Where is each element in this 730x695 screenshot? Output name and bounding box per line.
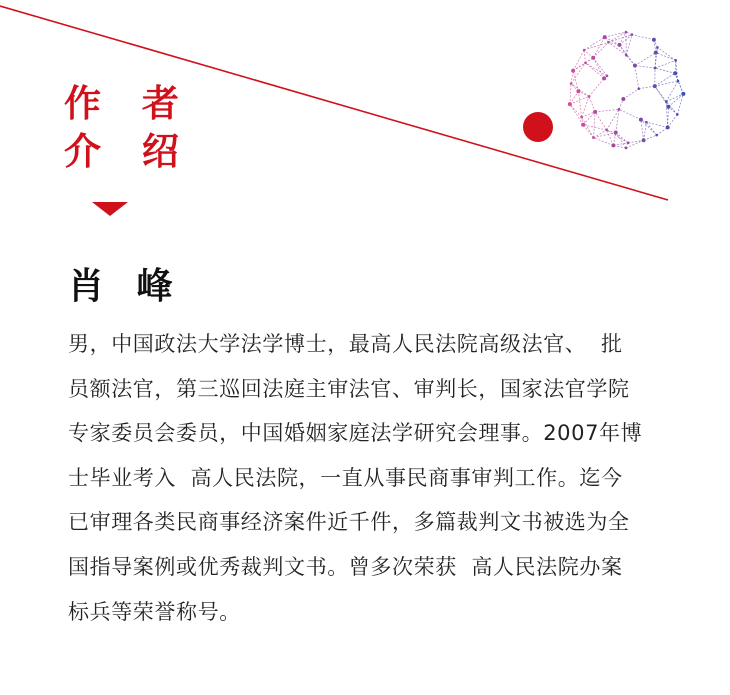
sphere-node bbox=[653, 84, 657, 88]
sphere-edge bbox=[628, 140, 644, 143]
heading-line-1: 作 者 bbox=[64, 82, 193, 125]
sphere-edge bbox=[571, 63, 585, 84]
sphere-node bbox=[602, 76, 606, 80]
sphere-edge bbox=[585, 63, 604, 78]
sphere-edge bbox=[641, 120, 644, 141]
sphere-node bbox=[581, 123, 585, 127]
sphere-node bbox=[627, 142, 630, 145]
sphere-edge bbox=[668, 107, 669, 128]
sphere-edge bbox=[646, 122, 656, 135]
sphere-edge bbox=[641, 120, 657, 135]
sphere-node bbox=[580, 116, 583, 119]
sphere-edge bbox=[573, 50, 584, 71]
sphere-edge bbox=[657, 127, 668, 135]
sphere-node bbox=[652, 38, 656, 42]
sphere-node bbox=[603, 35, 607, 39]
sphere-edge bbox=[613, 143, 628, 146]
sphere-edge bbox=[593, 58, 604, 79]
sphere-edge bbox=[619, 32, 626, 45]
sphere-node bbox=[621, 97, 625, 101]
section-heading bbox=[64, 80, 193, 176]
sphere-edge bbox=[655, 73, 675, 86]
network-sphere-icon bbox=[568, 31, 686, 150]
sphere-edge bbox=[573, 58, 593, 71]
author-name: 肖 峰 bbox=[68, 266, 183, 307]
sphere-node bbox=[593, 110, 597, 114]
sphere-edge bbox=[585, 63, 607, 76]
sphere-edge bbox=[593, 133, 615, 138]
red-dot-icon bbox=[523, 112, 553, 142]
sphere-edge bbox=[655, 47, 657, 68]
bio-line: 士毕业考入 高人民法院，一直从事民商事审判工作。迄今 bbox=[68, 465, 623, 490]
sphere-edge bbox=[595, 112, 607, 130]
sphere-node bbox=[631, 33, 634, 36]
sphere-edge bbox=[656, 53, 676, 61]
sphere-node bbox=[606, 75, 609, 78]
sphere-node bbox=[583, 49, 586, 52]
sphere-edge bbox=[578, 91, 581, 117]
sphere-node bbox=[655, 134, 658, 137]
heading-line-2: 介 绍 bbox=[64, 130, 193, 173]
sphere-edge bbox=[626, 35, 632, 56]
sphere-node bbox=[617, 43, 621, 47]
sphere-node bbox=[611, 143, 615, 147]
sphere-node bbox=[681, 92, 685, 96]
sphere-edge bbox=[582, 96, 589, 117]
sphere-node bbox=[607, 41, 610, 44]
bio-line: 男，中国政法大学法学博士，最高人民法院高级法官、 批 bbox=[68, 332, 623, 356]
sphere-node bbox=[677, 80, 680, 83]
sphere-edge bbox=[676, 60, 678, 81]
sphere-edge bbox=[571, 84, 589, 97]
sphere-node bbox=[676, 113, 679, 116]
bio-line: 专家委员会委员，中国婚姻家庭法学研究会理事。2007年博 bbox=[68, 421, 643, 446]
sphere-node bbox=[656, 46, 659, 49]
sphere-edge bbox=[626, 140, 644, 148]
sphere-node bbox=[666, 125, 670, 129]
sphere-node bbox=[571, 69, 575, 73]
sphere-edge bbox=[666, 81, 678, 102]
sphere-node bbox=[625, 147, 628, 150]
sphere-node bbox=[665, 100, 668, 103]
sphere-node bbox=[568, 102, 572, 106]
sphere-edge bbox=[584, 37, 605, 50]
sphere-node bbox=[576, 89, 580, 93]
sphere-edge bbox=[570, 84, 571, 105]
sphere-node bbox=[592, 136, 595, 139]
sphere-edge bbox=[632, 35, 654, 40]
sphere-edge bbox=[589, 78, 604, 96]
sphere-edge bbox=[593, 58, 607, 76]
sphere-edge bbox=[668, 114, 678, 127]
sphere-edge bbox=[639, 86, 655, 89]
sphere-edge bbox=[616, 109, 619, 132]
sphere-node bbox=[618, 108, 621, 111]
sphere-edge bbox=[593, 130, 606, 138]
sphere-node bbox=[645, 121, 648, 124]
sphere-node bbox=[637, 87, 640, 90]
sphere-edge bbox=[608, 42, 626, 55]
sphere-edge bbox=[589, 96, 595, 111]
sphere-edge bbox=[584, 42, 608, 50]
sphere-node bbox=[570, 82, 573, 85]
sphere-edge bbox=[626, 55, 635, 65]
sphere-edge bbox=[619, 109, 641, 119]
sphere-edge bbox=[593, 112, 595, 138]
down-triangle-icon bbox=[92, 202, 128, 216]
sphere-edge bbox=[623, 89, 638, 99]
sphere-node bbox=[654, 67, 657, 70]
sphere-edge bbox=[644, 135, 657, 140]
bio-line: 已审理各类民商事经济案件近千件，多篇裁判文书被选为全 bbox=[68, 510, 630, 535]
sphere-node bbox=[674, 59, 677, 62]
sphere-edge bbox=[605, 32, 626, 37]
sphere-edge bbox=[677, 94, 683, 115]
sphere-edge bbox=[607, 130, 614, 145]
sphere-node bbox=[625, 54, 628, 57]
sphere-node bbox=[673, 71, 677, 75]
sphere-edge bbox=[635, 66, 639, 89]
sphere-node bbox=[614, 131, 618, 135]
sphere-edge bbox=[655, 60, 676, 68]
sphere-edge bbox=[595, 109, 619, 112]
sphere-edge bbox=[570, 104, 583, 125]
sphere-node bbox=[642, 138, 646, 142]
bio-line: 标兵等荣誉称号。 bbox=[68, 599, 241, 624]
sphere-edge bbox=[635, 66, 655, 69]
sphere-node bbox=[588, 95, 591, 98]
sphere-node bbox=[666, 105, 670, 109]
author-bio bbox=[68, 322, 668, 634]
sphere-edge bbox=[582, 117, 594, 138]
bio-line: 员额法官，第三巡回法庭主审法官、审判长，国家法官学院 bbox=[68, 376, 630, 401]
sphere-node bbox=[591, 56, 595, 60]
sphere-node bbox=[625, 31, 628, 34]
sphere-edge bbox=[584, 50, 585, 63]
sphere-node bbox=[584, 62, 587, 65]
bio-line: 国指导案例或优秀裁判文书。曾多次荣获 高人民法院办案 bbox=[68, 554, 623, 579]
sphere-edge bbox=[657, 47, 675, 60]
sphere-node bbox=[605, 129, 608, 132]
sphere-edge bbox=[607, 109, 619, 130]
sphere-node bbox=[639, 118, 643, 122]
sphere-edge bbox=[635, 53, 656, 66]
sphere-edge bbox=[655, 68, 675, 73]
sphere-edge bbox=[570, 104, 582, 117]
sphere-node bbox=[654, 51, 658, 55]
sphere-node bbox=[633, 64, 637, 68]
